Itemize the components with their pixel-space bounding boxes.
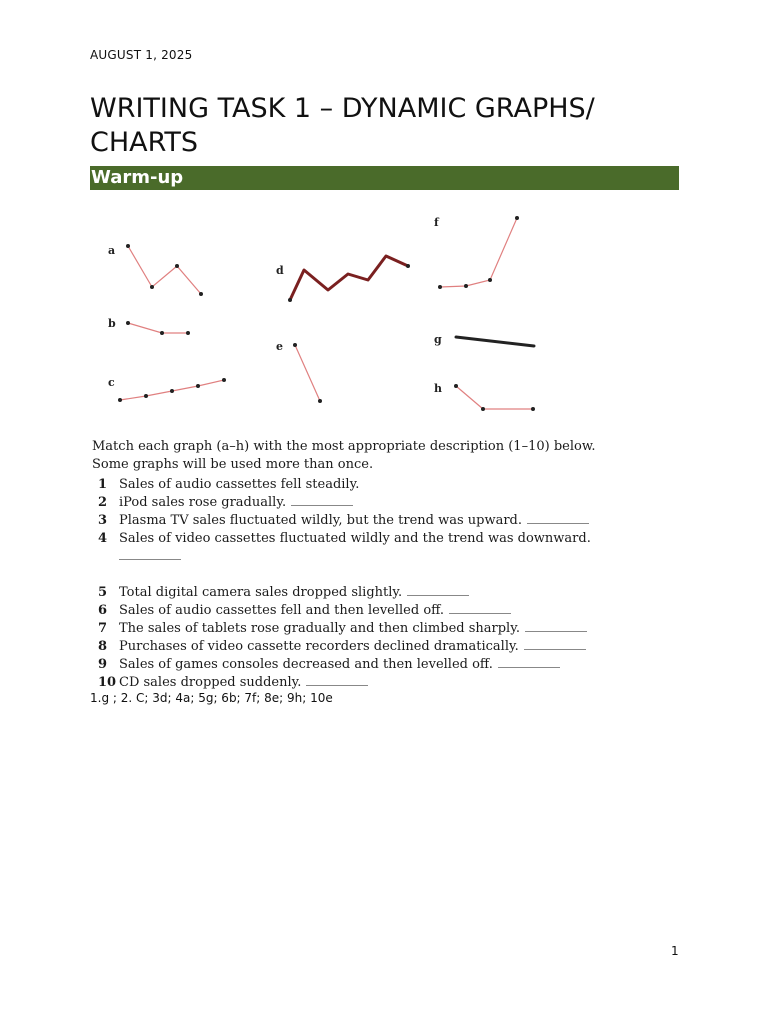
answer-blank bbox=[306, 674, 368, 686]
item-text: Purchases of video cassette recorders declined dramatically. bbox=[119, 639, 519, 654]
graph-f-line bbox=[440, 218, 517, 287]
graph-a-points bbox=[126, 244, 203, 296]
graph-f-points bbox=[438, 216, 519, 289]
graph-label-f: f bbox=[434, 216, 439, 229]
graph-d-line bbox=[290, 256, 408, 300]
exercise-instructions bbox=[92, 438, 612, 474]
item-text: Sales of audio cassettes fell and then levelled off. bbox=[119, 603, 445, 618]
item-text: Sales of video cassettes fluctuated wildly and the trend was downward. bbox=[119, 531, 591, 546]
item-text: iPod sales rose gradually. bbox=[119, 495, 287, 510]
list-item bbox=[92, 602, 612, 620]
item-number: 1 bbox=[98, 477, 108, 492]
item-text: CD sales dropped suddenly. bbox=[119, 675, 302, 690]
list-item bbox=[92, 656, 612, 674]
list-item bbox=[92, 512, 612, 530]
answer-blank bbox=[524, 638, 586, 650]
graph-label-e: e bbox=[276, 340, 283, 353]
item-number: 9 bbox=[98, 657, 108, 672]
item-number: 2 bbox=[98, 495, 108, 510]
item-number: 4 bbox=[98, 531, 108, 546]
list-item bbox=[92, 674, 612, 692]
graph-label-d: d bbox=[276, 264, 284, 277]
item-text: Sales of audio cassettes fell steadily. bbox=[119, 477, 360, 492]
graph-b-line bbox=[128, 323, 188, 333]
graph-h-points bbox=[454, 384, 535, 411]
item-number: 10 bbox=[98, 675, 117, 690]
section-heading-warm-up: Warm-up bbox=[90, 166, 679, 190]
graph-label-c: c bbox=[108, 376, 115, 389]
graph-label-g: g bbox=[434, 333, 442, 346]
item-number: 8 bbox=[98, 639, 108, 654]
answer-blank bbox=[407, 584, 469, 596]
answer-key: 1.g ; 2. C; 3d; 4a; 5g; 6b; 7f; 8e; 9h; 10e bbox=[90, 691, 333, 705]
list-item bbox=[92, 530, 612, 584]
instruction-line-2: Some graphs will be used more than once. bbox=[92, 457, 374, 472]
list-item bbox=[92, 638, 612, 656]
instruction-line-1: Match each graph (a–h) with the most appropriate description (1–10) below. bbox=[92, 439, 596, 454]
answer-blank bbox=[291, 494, 353, 506]
answer-blank bbox=[498, 656, 560, 668]
answer-blank bbox=[525, 620, 587, 632]
answer-blank bbox=[119, 548, 181, 560]
graph-g-line bbox=[456, 337, 534, 346]
document-date: AUGUST 1, 2025 bbox=[90, 48, 193, 62]
list-item bbox=[92, 620, 612, 638]
graph-label-h: h bbox=[434, 382, 442, 395]
item-text: Total digital camera sales dropped slightly. bbox=[119, 585, 403, 600]
answer-blank bbox=[527, 512, 589, 524]
graph-e-line bbox=[295, 345, 320, 401]
page-title: WRITING TASK 1 – DYNAMIC GRAPHS/ CHARTS bbox=[90, 93, 595, 158]
graph-label-b: b bbox=[108, 317, 116, 330]
list-item bbox=[92, 584, 612, 602]
item-number: 3 bbox=[98, 513, 108, 528]
list-item bbox=[92, 476, 612, 494]
graphs-figure bbox=[90, 200, 590, 420]
graph-a-line bbox=[128, 246, 201, 294]
description-list bbox=[92, 476, 612, 692]
item-text: Sales of games consoles decreased and then levelled off. bbox=[119, 657, 493, 672]
item-number: 5 bbox=[98, 585, 108, 600]
item-text: The sales of tablets rose gradually and then climbed sharply. bbox=[119, 621, 520, 636]
item-number: 7 bbox=[98, 621, 108, 636]
list-item bbox=[92, 494, 612, 512]
graph-label-a: a bbox=[108, 244, 116, 257]
answer-blank bbox=[449, 602, 511, 614]
matching-exercise bbox=[92, 438, 612, 692]
page-number: 1 bbox=[671, 944, 679, 958]
item-text: Plasma TV sales fluctuated wildly, but the trend was upward. bbox=[119, 513, 523, 528]
graph-h-line bbox=[456, 386, 533, 409]
item-number: 6 bbox=[98, 603, 108, 618]
graph-d-points bbox=[288, 264, 410, 302]
